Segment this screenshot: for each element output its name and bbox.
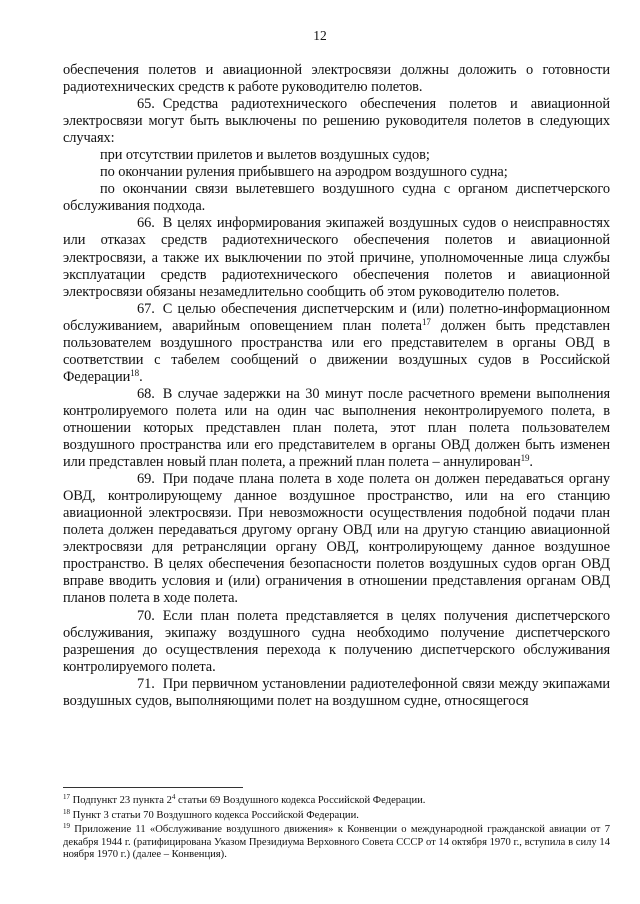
paragraph-number: 68. <box>137 385 155 402</box>
paragraph-number: 69. <box>137 471 155 488</box>
footnote-mark: 18 <box>63 807 70 816</box>
paragraph-67 <box>63 301 610 386</box>
list-case-1: при отсутствии прилетов и вылетов воздушных судов; <box>100 147 430 164</box>
document-body <box>63 62 610 710</box>
paragraph-70 <box>63 608 610 676</box>
paragraph-number: 70. <box>137 607 155 624</box>
footnote-ref-19[interactable]: 19 <box>520 453 530 464</box>
footnote-18 <box>63 807 610 823</box>
paragraph-68 <box>63 386 610 471</box>
footnote-text: Приложение 11 «Обслуживание воздушного движения» к Конвенции о международной гражданской авиации от 7 декабря 1944 г. (ратифицирована Указом Президиума Верховного Совета СССР от 14 октября 1970 г., вступила в силу 14 ноября 1970 г.) (далее – Конвенция). <box>63 824 610 861</box>
footnote-superscript: 4 <box>171 793 176 801</box>
paragraph-number: 67. <box>137 300 155 317</box>
footnote-text: статьи 69 Воздушного кодекса Российской Федерации. <box>175 795 426 806</box>
paragraph-number: 66. <box>137 215 155 232</box>
footnote-mark: 19 <box>63 822 70 831</box>
paragraph-text: . <box>529 454 533 471</box>
paragraph-text: В целях информирования экипажей воздушных судов о неисправностях или отказах средств радиотехнического обеспечения полетов и авиационной электросвязи, а также их выключении по этой причине, уполномоченные лица службы эксплуатации средств радиотехнического обеспечения полетов и авиационной электросвязи обязаны незамедлительно сообщить об этом руководителю полетов. <box>63 215 610 300</box>
footnotes <box>63 795 610 864</box>
footnote-17 <box>63 795 610 808</box>
paragraph-69 <box>63 471 610 607</box>
paragraph-text: При подаче плана полета в ходе полета он должен передаваться органу ОВД, контролирующему данное воздушное пространство, или на его станцию авиационной электросвязи. При невозможности осуществления подобной подачи план полета должен передаваться другому органу ОВД или на другую станцию авиационной электросвязи для ретрансляции органу ОВД, контролирующему данное воздушное пространство. В целях обеспечения безопасности полетов воздушных судов орган ОВД вправе вводить условия и (или) ограничения в отношении представления органам ОВД планов полета в ходе полета. <box>63 471 610 607</box>
paragraph-number: 65. <box>137 96 155 113</box>
paragraph-text: Средства радиотехнического обеспечения полетов и авиационной электросвязи могут быть выключены по решению руководителя полетов в следующих случаях: <box>63 96 610 147</box>
paragraph-text: . <box>139 368 143 385</box>
footnote-text: Подпункт 23 пункта 2 <box>70 795 172 806</box>
paragraph-65 <box>63 96 610 147</box>
paragraph-text: Если план полета представляется в целях получения диспетчерского обслуживания, экипажу воздушного судна необходимо получение диспетчерского разрешения до осуществления перехода к получению диспетчерского обслуживания контролируемого полета. <box>63 607 610 675</box>
paragraph-continuation: обеспечения полетов и авиационной электросвязи должны доложить о готовности радиотехнических средств к работе руководителю полетов. <box>63 62 610 96</box>
list-case-3: по окончании связи вылетевшего воздушного судна с органом диспетчерского обслуживания подхода. <box>63 181 610 215</box>
paragraph-text: В случае задержки на 30 минут после расчетного времени выполнения контролируемого полета или на один час выполнения неконтролируемого полета, в отношении которых представлен план полета, этот план полета пользователем воздушного пространства или его представителем в органы ОВД должен быть изменен или представлен новый план полета, а прежний план полета – аннулирован <box>63 385 610 471</box>
footnote-text: Пункт 3 статьи 70 Воздушного кодекса Российской Федерации. <box>70 809 359 821</box>
paragraph-text: С целью обеспечения диспетчерским и (или) полетно-информационном обслуживанием, аварийным оповещением план полета <box>63 300 610 334</box>
footnote-mark: 17 <box>63 793 70 801</box>
footnote-ref-17[interactable]: 17 <box>421 316 431 327</box>
footnote-divider <box>63 787 243 788</box>
paragraph-number: 71. <box>137 675 155 692</box>
page-number: 12 <box>313 28 327 43</box>
paragraph-text: должен быть представлен пользователем воздушного пространства или его представителем в органы ОВД в соответствии с табелем сообщений о движении воздушных судов в Российской Федерации <box>63 317 610 385</box>
footnote-ref-18[interactable]: 18 <box>130 367 140 378</box>
paragraph-66 <box>63 215 610 300</box>
footnote-19 <box>63 824 610 862</box>
paragraph-71 <box>63 676 610 710</box>
paragraph-text: При первичном установлении радиотелефонной связи между экипажами воздушных судов, выполняющими полет на воздушном судне, относящегося <box>63 675 610 709</box>
list-case-2: по окончании руления прибывшего на аэродром воздушного судна; <box>100 164 508 181</box>
